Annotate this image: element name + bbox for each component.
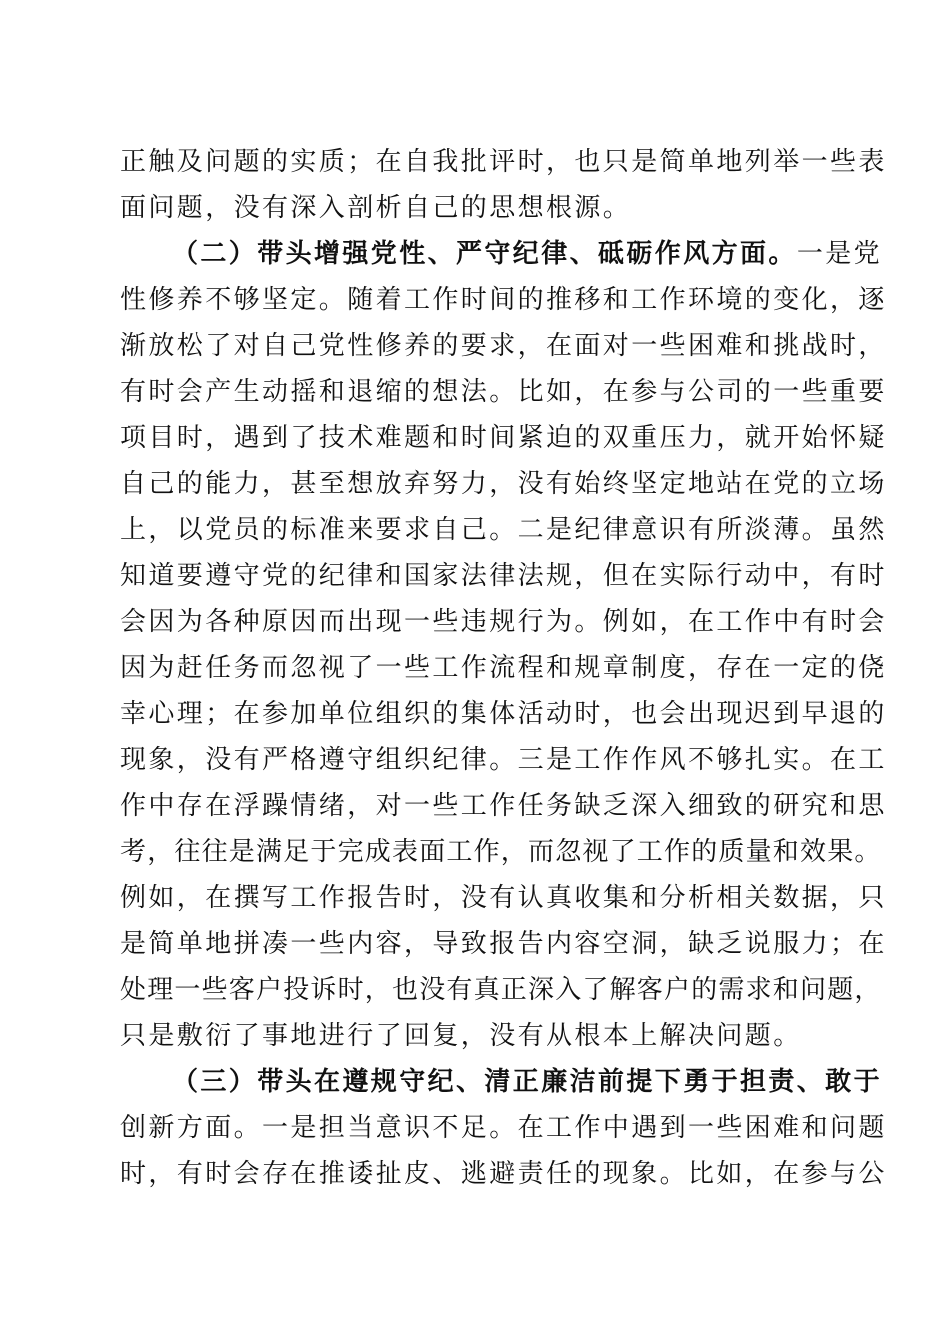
text-line: 面问题，没有深入剖析自己的思想根源。 xyxy=(120,193,632,223)
section-3-heading: （三）带头在遵规守纪、清正廉洁前提下勇于担责、敢于 xyxy=(172,1067,883,1097)
text-line: 自己的能力，甚至想放弃努力，没有始终坚定地站在党的立场 xyxy=(120,469,887,499)
section-2-lead: 一是党 xyxy=(796,239,883,269)
text-line: 例如，在撰写工作报告时，没有认真收集和分析相关数据，只 xyxy=(120,883,887,913)
text-line: 处理一些客户投诉时，也没有真正深入了解客户的需求和问题， xyxy=(120,975,882,1005)
text-line: 时，有时会存在推诿扯皮、逃避责任的现象。比如，在参与公 xyxy=(120,1159,887,1189)
text-line: 考，往往是满足于完成表面工作，而忽视了工作的质量和效果。 xyxy=(120,837,882,867)
text-line: 因为赶任务而忽视了一些工作流程和规章制度，存在一定的侥 xyxy=(120,653,887,683)
text-line: 是简单地拼凑一些内容，导致报告内容空洞，缺乏说服力；在 xyxy=(120,929,887,959)
text-line: 上，以党员的标准来要求自己。二是纪律意识有所淡薄。虽然 xyxy=(120,515,887,545)
text-line: 有时会产生动摇和退缩的想法。比如，在参与公司的一些重要 xyxy=(120,377,887,407)
text-line: 会因为各种原因而出现一些违规行为。例如，在工作中有时会 xyxy=(120,607,887,637)
text-line: 渐放松了对自己党性修养的要求，在面对一些困难和挑战时， xyxy=(120,331,887,361)
text-line: 只是敷衍了事地进行了回复，没有从根本上解决问题。 xyxy=(120,1021,802,1051)
section-2-first-line xyxy=(172,237,882,271)
text-line: 现象，没有严格遵守组织纪律。三是工作作风不够扎实。在工 xyxy=(120,745,887,775)
text-line: 性修养不够坚定。随着工作时间的推移和工作环境的变化，逐 xyxy=(120,285,887,315)
text-line: 项目时，遇到了技术难题和时间紧迫的双重压力，就开始怀疑 xyxy=(120,423,887,453)
section-2-heading: （二）带头增强党性、严守纪律、砥砺作风方面。 xyxy=(172,239,797,269)
text-line: 作中存在浮躁情绪，对一些工作任务缺乏深入细致的研究和思 xyxy=(120,791,887,821)
text-line: 创新方面。一是担当意识不足。在工作中遇到一些困难和问题 xyxy=(120,1113,887,1143)
section-3-first-line xyxy=(172,1065,882,1099)
text-line: 知道要遵守党的纪律和国家法律法规，但在实际行动中，有时 xyxy=(120,561,887,591)
text-line: 正触及问题的实质；在自我批评时，也只是简单地列举一些表 xyxy=(120,147,887,177)
text-line: 幸心理；在参加单位组织的集体活动时，也会出现迟到早退的 xyxy=(120,699,887,729)
